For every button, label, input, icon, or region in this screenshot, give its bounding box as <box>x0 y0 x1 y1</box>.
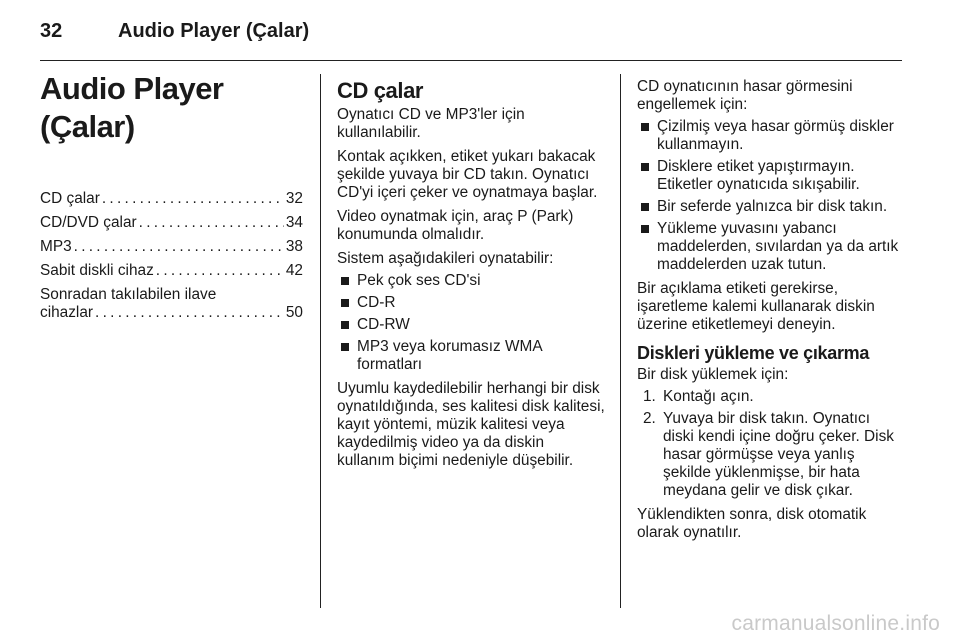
disk-care-list <box>637 118 905 274</box>
toc-entry-page: 38 <box>285 238 303 255</box>
page-header <box>40 20 902 46</box>
toc-entry-title: cihazlar <box>40 304 94 321</box>
step-text: Yuvaya bir disk takın. Oynatıcı diski kendi içine doğru çeker. Disk hasar görmüşse veya yanlış şekilde yüklenmişse, bir hata meydana gelir ve disk çıkar. <box>663 410 894 499</box>
paragraph: Yüklendikten sonra, disk otomatik olarak oynatılır. <box>637 506 867 541</box>
section-heading: CD çalar <box>337 78 424 103</box>
toc-entry-mp3[interactable] <box>40 238 303 256</box>
chapter-title: Audio Player (Çalar) <box>40 71 224 144</box>
toc-entry-title: CD/DVD çalar <box>40 214 137 231</box>
paragraph: Bir disk yüklemek için: <box>637 366 789 383</box>
list-item: MP3 veya korumasız WMA formatları <box>339 338 605 374</box>
list-item: Pek çok ses CD'si <box>339 272 605 290</box>
toc-entry-ilave-cihazlar[interactable] <box>40 286 303 322</box>
step-item <box>637 410 905 500</box>
toc-leader <box>102 190 284 208</box>
paragraph: Sistem aşağıdakileri oynatabilir: <box>337 250 554 267</box>
page-number: 32 <box>40 20 63 42</box>
load-disk-steps <box>637 388 905 500</box>
toc-entry-title: CD çalar <box>40 190 100 207</box>
toc-entry-page: 42 <box>285 262 303 279</box>
paragraph: Bir açıklama etiketi gerekirse, işaretleme kalemi kullanarak diskin üzerine etiketlemeyi deneyin. <box>637 280 875 333</box>
paragraph: Video oynatmak için, araç P (Park) konumunda olmalıdır. <box>337 208 574 243</box>
toc-entry-cd-calar[interactable] <box>40 190 303 208</box>
column-divider <box>620 74 621 608</box>
step-item <box>637 388 905 406</box>
toc-leader <box>156 262 284 280</box>
cd-player-column <box>337 78 605 476</box>
list-item: Bir seferde yalnızca bir disk takın. <box>639 198 905 216</box>
toc-leader <box>139 214 284 232</box>
running-title: Audio Player (Çalar) <box>118 20 310 42</box>
paragraph: Oynatıcı CD ve MP3'ler için kullanılabilir. <box>337 106 525 141</box>
watermark: carmanualsonline.info <box>731 612 940 635</box>
paragraph: Kontak açıkken, etiket yukarı bakacak şekilde yuvaya bir CD takın. Oynatıcı CD'yi içeri çeker ve oynatmaya başlar. <box>337 148 598 201</box>
list-item: Çizilmiş veya hasar görmüş diskler kullanmayın. <box>639 118 905 154</box>
toc-entry-title: MP3 <box>40 238 72 255</box>
table-of-contents <box>40 190 303 322</box>
column-divider <box>320 74 321 608</box>
header-rule <box>40 60 902 61</box>
toc-entry-cd-dvd-calar[interactable] <box>40 214 303 232</box>
list-item: CD-R <box>339 294 605 312</box>
toc-entry-title-line1: Sonradan takılabilen ilave <box>40 286 217 303</box>
subsection-heading: Diskleri yükleme ve çıkarma <box>637 343 870 363</box>
toc-entry-sabit-diskli-cihaz[interactable] <box>40 262 303 280</box>
paragraph: Uyumlu kaydedilebilir herhangi bir disk oynatıldığında, ses kalitesi disk kalitesi, kayıt yöntemi, müzik kalitesi veya kaydedilmiş video ya da diskin kullanım biçimi nedeniyle düşebilir. <box>337 380 605 469</box>
paragraph: CD oynatıcının hasar görmesini engellemek için: <box>637 78 853 113</box>
list-item: CD-RW <box>339 316 605 334</box>
toc-entry-page: 32 <box>285 190 303 207</box>
toc-entry-page: 50 <box>285 304 303 321</box>
list-item: Disklere etiket yapıştırmayın. Etiketler oynatıcıda sıkışabilir. <box>639 158 905 194</box>
toc-entry-title: Sabit diskli cihaz <box>40 262 154 279</box>
toc-column <box>40 70 303 328</box>
disk-care-column <box>637 78 905 548</box>
list-item: Yükleme yuvasını yabancı maddelerden, sıvılardan ya da artık maddelerden uzak tutun. <box>639 220 905 274</box>
supported-formats-list <box>337 272 605 374</box>
toc-leader <box>95 304 284 322</box>
step-text: Kontağı açın. <box>663 388 754 405</box>
step-number: 2. <box>643 410 656 427</box>
toc-leader <box>74 238 284 256</box>
toc-entry-page: 34 <box>285 214 303 231</box>
step-number: 1. <box>643 388 656 405</box>
